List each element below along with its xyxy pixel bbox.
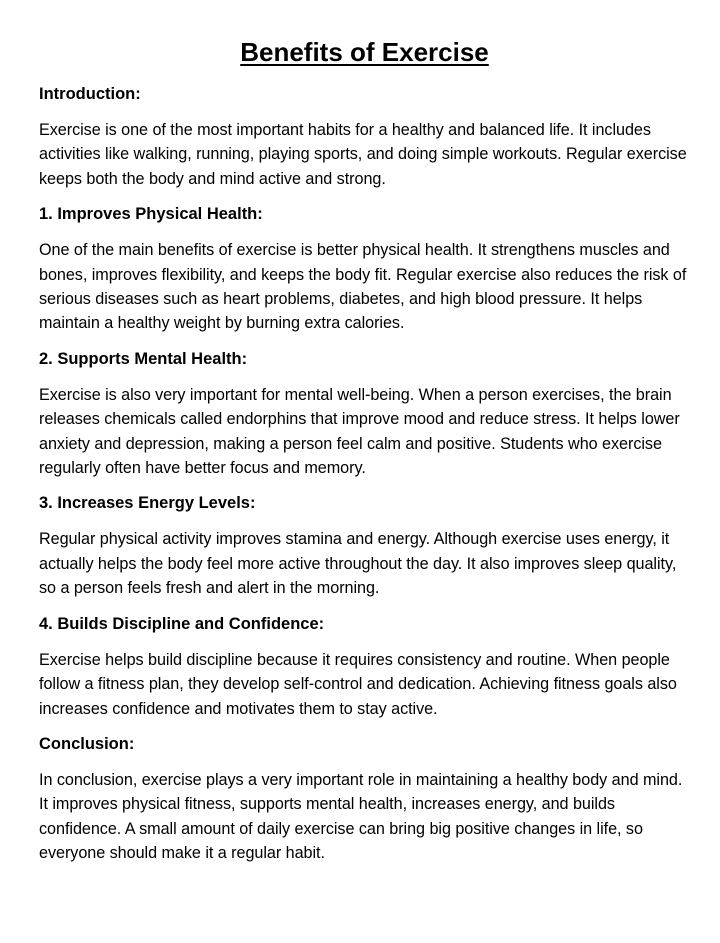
document-title: Benefits of Exercise <box>240 37 489 67</box>
section-heading: 2. Supports Mental Health: <box>39 349 248 368</box>
section-paragraph: Regular physical activity improves stamina and energy. Although exercise uses energy, it actually helps the body feel more active throughout the day. It also improves sleep quality, so a person feels fresh and alert in the morning. <box>39 530 677 598</box>
section-heading: Conclusion: <box>39 734 135 753</box>
section-introduction <box>39 82 690 191</box>
section-paragraph: One of the main benefits of exercise is better physical health. It strengthens muscles and bones, improves flexibility, and keeps the body fit. Regular exercise also reduces the risk of serious diseases such as heart problems, diabetes, and high blood pressure. It helps maintain a healthy weight by burning extra calories. <box>39 241 687 333</box>
section-conclusion <box>39 732 690 866</box>
section-mental-health <box>39 347 690 481</box>
section-paragraph: Exercise is also very important for mental well-being. When a person exercises, the brain releases chemicals called endorphins that improve mood and reduce stress. It helps lower anxiety and depression, making a person feel calm and positive. Students who exercise regularly often have better focus and memory. <box>39 385 680 478</box>
section-heading: 1. Improves Physical Health: <box>39 205 263 224</box>
section-heading: 3. Increases Energy Levels: <box>39 494 256 513</box>
section-physical-health <box>39 202 690 336</box>
section-heading: 4. Builds Discipline and Confidence: <box>39 614 325 633</box>
section-paragraph: Exercise is one of the most important habits for a healthy and balanced life. It includes activities like walking, running, playing sports, and doing simple workouts. Regular exercise keeps both the body and mind active and strong. <box>39 121 687 188</box>
section-paragraph: Exercise helps build discipline because it requires consistency and routine. When people follow a fitness plan, they develop self-control and dedication. Achieving fitness goals also increases confidence and motivates them to stay active. <box>39 650 677 718</box>
section-discipline-confidence <box>39 612 690 721</box>
section-energy-levels <box>39 491 690 600</box>
section-heading: Introduction: <box>39 85 141 103</box>
section-paragraph: In conclusion, exercise plays a very important role in maintaining a healthy body and mind. It improves physical fitness, supports mental health, increases energy, and builds confidence. A small amount of daily exercise can bring big positive changes in life, so everyone should make it a regular habit. <box>39 770 683 863</box>
